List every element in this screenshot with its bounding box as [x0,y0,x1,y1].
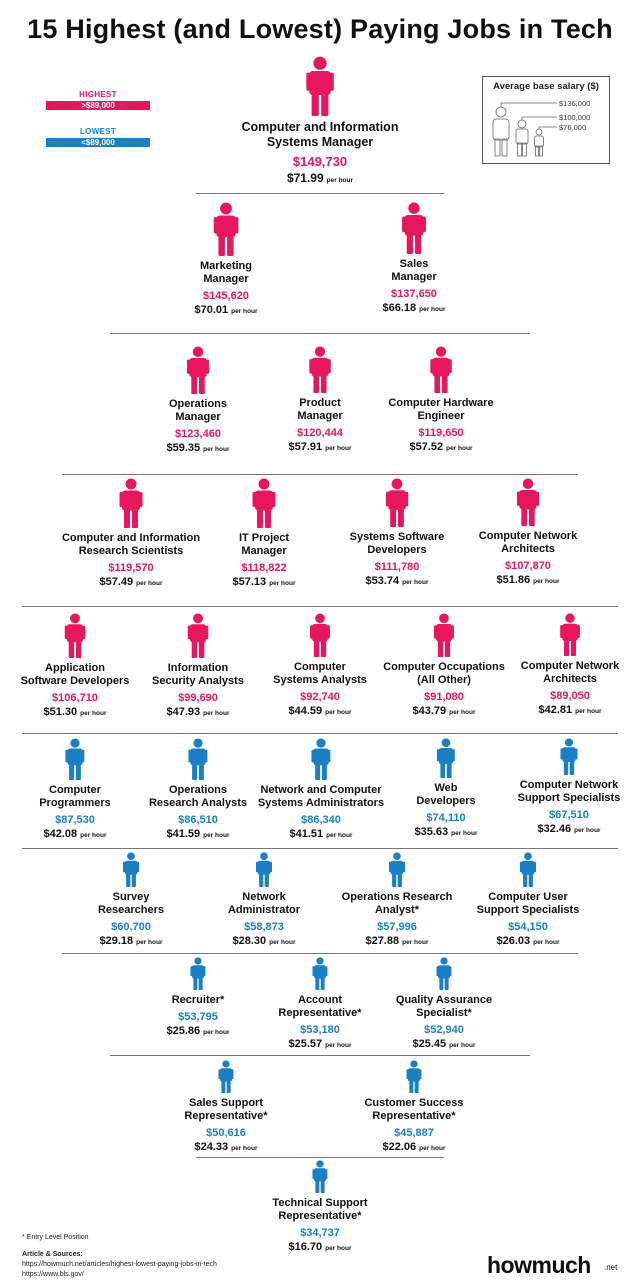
person-icon-shape [218,1060,233,1093]
per-hour-label: per hour [269,580,296,587]
job-title: Network Administrator [227,891,301,916]
person-icon [146,202,306,256]
job-salary: $53,180 [300,1024,340,1036]
job-salary: $149,730 [292,154,348,169]
per-hour-label: per hour [325,1042,352,1049]
job-card [146,1060,306,1153]
hourly-value: $47.93 [166,706,201,718]
salary-key-value-3: $76,000 [559,123,587,132]
person-icon-shape [402,202,426,254]
person-icon-shape [256,852,272,887]
job-title: Computer Network Support Specialists [517,779,621,804]
job-salary: $89,050 [550,690,590,702]
job-hourly-rate [240,171,400,185]
job-salary: $52,940 [424,1024,464,1036]
job-title: Sales Support Representative* [184,1097,268,1122]
person-icon [240,1160,400,1193]
hourly-value: $42.81 [538,704,573,716]
person-icon-shape [253,478,276,528]
per-hour-label: per hour [451,830,478,837]
person-icon-shape [434,613,454,657]
job-salary: $120,444 [297,427,343,439]
per-hour-label: per hour [402,579,429,586]
job-card [240,56,400,185]
job-title: Product Manager [297,397,343,422]
hourly-value: $27.88 [365,935,400,947]
salary-key-title: Average base salary ($) [493,81,599,92]
per-hour-label: per hour [419,1145,446,1152]
hourly-value: $35.63 [414,826,449,838]
hourly-value: $25.57 [288,1038,323,1050]
job-salary: $91,080 [424,691,464,703]
person-icon [334,1060,494,1093]
person-icon-shape [65,613,86,658]
job-hourly-rate [334,1141,494,1153]
job-title: Sales Manager [391,258,437,283]
person-icon [240,56,400,116]
job-salary: $137,650 [391,288,437,300]
per-hour-label: per hour [80,832,107,839]
hourly-value: $71.99 [286,171,324,185]
hourly-value: $57.13 [232,576,267,588]
job-title: Account Representative* [278,994,362,1019]
per-hour-label: per hour [136,580,163,587]
job-salary: $50,616 [206,1127,246,1139]
row-divider [22,606,618,607]
legend-lowest-bar: <$89,000 [46,138,150,147]
job-card [361,346,521,453]
job-hourly-rate [240,1241,400,1253]
source-link[interactable]: https://www.bls.gov/ [22,1271,84,1278]
job-title: Computer Network Architects [478,530,578,555]
job-card [334,1060,494,1153]
row-divider [22,733,618,734]
job-card [448,478,608,586]
person-icon-shape [188,738,207,780]
job-title: Recruiter* [171,994,225,1006]
job-salary: $45,887 [394,1127,434,1139]
job-salary: $53,795 [178,1011,218,1023]
job-salary: $58,873 [244,921,284,933]
hourly-value: $26.03 [496,935,531,947]
job-hourly-rate [364,1038,524,1050]
salary-key-value-2: $100,000 [559,113,591,122]
per-hour-label: per hour [231,1145,258,1152]
person-icon [448,852,608,887]
per-hour-label: per hour [449,709,476,716]
row-divider [196,193,444,194]
job-salary: $107,870 [505,560,551,572]
per-hour-label: per hour [449,1042,476,1049]
job-title: Marketing Manager [200,260,252,285]
job-card [490,613,640,716]
hourly-value: $29.18 [99,935,134,947]
hourly-value: $59.35 [166,442,201,454]
person-icon-shape [436,957,451,990]
legend-highest-label: HIGHEST [79,90,117,99]
person-icon-shape [310,613,330,657]
per-hour-label: per hour [203,1029,230,1036]
job-hourly-rate [448,935,608,947]
per-hour-label: per hour [402,939,429,946]
job-title: Customer Success Representative* [364,1097,464,1122]
person-icon-shape [65,738,84,780]
job-title: Operations Manager [168,398,228,423]
source-link[interactable]: https://howmuch.net/articles/highest-lowest-paying-jobs-in-tech [22,1261,217,1268]
job-title: Computer Systems Analysts [273,661,367,686]
hourly-value: $28.30 [232,935,267,947]
job-card [334,202,494,314]
person-icon [490,613,640,656]
person-icon-shape [306,56,334,116]
person-icon-shape [190,957,205,990]
person-icon [334,202,494,254]
hourly-value: $66.18 [382,302,417,314]
hourly-value: $25.86 [166,1025,201,1037]
per-hour-label: per hour [574,827,601,834]
job-card [448,852,608,947]
job-title: Computer Programmers [39,784,111,809]
person-icon-shape [520,852,536,887]
job-title: Web Developers [416,782,476,807]
per-hour-label: per hour [446,445,473,452]
per-hour-label: per hour [269,939,296,946]
job-title: Computer and Information Systems Manager [241,120,399,149]
person-icon [448,478,608,526]
per-hour-label: per hour [203,446,230,453]
job-salary: $123,460 [175,428,221,440]
person-icon-shape [560,613,580,656]
person-icon-shape [517,478,539,526]
hourly-value: $41.51 [289,828,324,840]
person-icon-shape [188,613,209,658]
per-hour-label: per hour [325,445,352,452]
job-hourly-rate [146,1141,306,1153]
hourly-value: $51.86 [496,574,531,586]
job-salary: $106,710 [52,692,98,704]
job-hourly-rate [490,704,640,716]
person-icon-shape [389,852,405,887]
person-icon-shape [312,957,327,990]
legend-lowest-label: LOWEST [79,127,117,136]
job-salary: $119,650 [418,427,464,439]
job-salary: $74,110 [426,812,466,824]
job-hourly-rate [448,574,608,586]
job-salary: $119,570 [108,562,154,574]
person-icon-shape [120,478,143,528]
row-divider [196,1157,444,1158]
person-icon-shape [312,1160,327,1193]
job-title: Computer and Information Research Scientists [61,532,201,557]
job-title: Operations Research Analyst* [341,891,453,916]
job-salary: $86,510 [178,814,218,826]
per-hour-label: per hour [533,939,560,946]
per-hour-label: per hour [326,177,354,184]
job-salary: $87,530 [55,814,95,826]
hourly-value: $42.08 [43,828,78,840]
hourly-value: $24.33 [194,1141,229,1153]
job-hourly-rate [489,823,640,835]
per-hour-label: per hour [419,306,446,313]
per-hour-label: per hour [326,832,353,839]
howmuch-logo-tld: .net [604,1263,618,1272]
job-salary: $92,740 [300,691,340,703]
job-title: Network and Computer Systems Administrators [257,784,385,809]
hourly-value: $57.91 [288,441,323,453]
salary-size-key [482,76,610,164]
job-salary: $86,340 [301,814,341,826]
hourly-value: $51.30 [43,706,78,718]
salary-key-value-1: $136,000 [559,99,591,108]
per-hour-label: per hour [136,939,163,946]
job-title: Computer Hardware Engineer [388,397,494,422]
hourly-value: $57.49 [99,576,134,588]
job-salary: $99,690 [178,692,218,704]
per-hour-label: per hour [80,710,107,717]
row-divider [110,333,530,334]
per-hour-label: per hour [203,710,230,717]
person-icon [489,738,640,775]
hourly-value: $57.52 [409,441,444,453]
job-card [364,957,524,1050]
person-icon-shape [437,738,455,778]
person-icon [361,346,521,393]
hourly-value: $70.01 [194,304,229,316]
job-card [489,738,640,835]
person-icon [364,957,524,990]
job-salary: $118,822 [241,562,287,574]
row-divider [62,474,578,475]
legend-highest-bar: >$89,000 [46,101,150,110]
entry-level-footnote: * Entry Level Position [22,1234,89,1241]
job-title: Operations Research Analysts [148,784,248,809]
job-hourly-rate [334,302,494,314]
page-title: 15 Highest (and Lowest) Paying Jobs in Tech [27,14,613,44]
hourly-value: $32.46 [537,823,572,835]
person-icon-shape [386,478,409,527]
hourly-value: $41.59 [166,828,201,840]
hourly-value: $44.59 [288,705,323,717]
job-card [146,202,306,316]
per-hour-label: per hour [325,1245,352,1252]
person-icon-shape [311,738,330,780]
per-hour-label: per hour [231,308,258,315]
row-divider [110,1055,530,1056]
job-salary: $67,510 [549,809,589,821]
person-icon-shape [406,1060,421,1093]
job-salary: $57,996 [377,921,417,933]
job-hourly-rate [361,441,521,453]
row-divider [22,848,618,849]
job-title: Systems Software Developers [349,531,445,556]
job-title: Technical Support Representative* [272,1197,368,1222]
job-salary: $145,620 [203,290,249,302]
job-salary: $111,780 [374,561,420,573]
hourly-value: $53.74 [365,575,400,587]
hourly-value: $22.06 [382,1141,417,1153]
person-icon-shape [214,202,239,256]
person-icon-shape [187,346,209,394]
howmuch-logo: howmuch [487,1252,591,1278]
job-salary: $34,737 [300,1227,340,1239]
job-title: IT Project Manager [238,532,290,557]
job-title: Computer User Support Specialists [476,891,580,916]
job-title: Information Security Analysts [152,662,244,687]
hourly-value: $16.70 [288,1241,323,1253]
per-hour-label: per hour [533,578,560,585]
per-hour-label: per hour [575,708,602,715]
hourly-value: $43.79 [412,705,447,717]
job-salary: $54,150 [508,921,548,933]
hourly-value: $25.45 [412,1038,447,1050]
job-card [240,1160,400,1253]
person-icon-shape [430,346,452,393]
per-hour-label: per hour [325,709,352,716]
job-title: Computer Network Architects [520,660,620,685]
person-icon [146,1060,306,1093]
job-title: Application Software Developers [20,662,130,687]
person-icon-shape [123,852,139,887]
job-salary: $60,700 [111,921,151,933]
job-title: Survey Researchers [97,891,165,916]
row-divider [62,953,578,954]
sources-heading: Article & Sources: [22,1251,83,1258]
per-hour-label: per hour [203,832,230,839]
job-title: Quality Assurance Specialist* [395,994,493,1019]
job-hourly-rate [146,304,306,316]
job-title: Computer Occupations (All Other) [383,661,505,686]
person-icon-shape [561,738,578,775]
person-icon-shape [309,346,331,393]
